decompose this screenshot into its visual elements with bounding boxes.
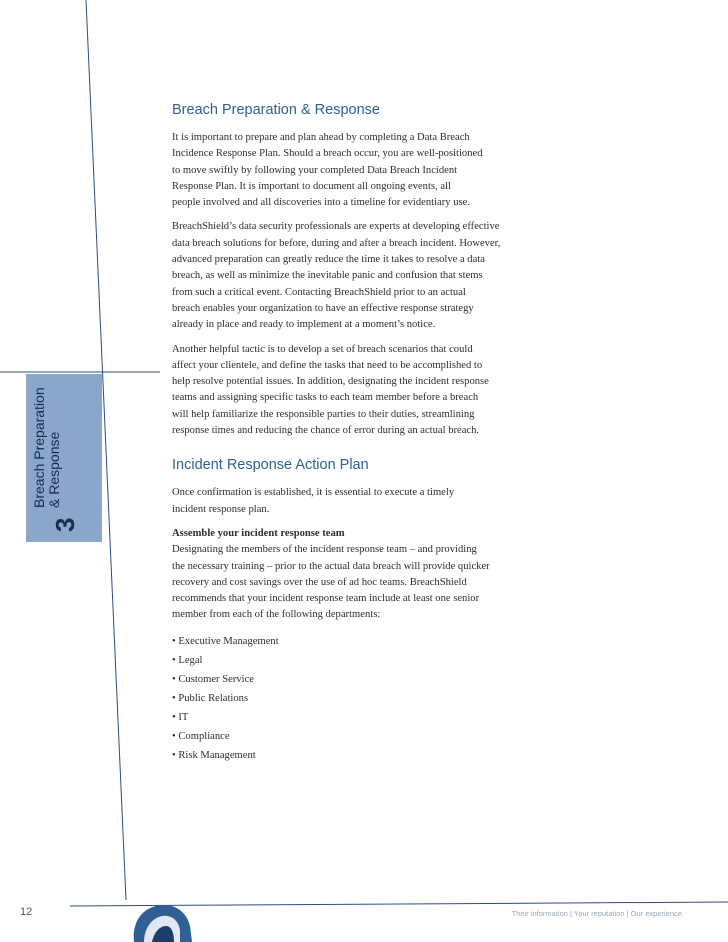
list-item: • Public Relations <box>172 692 249 704</box>
subheading-assemble-team: Assemble your incident response team <box>172 527 345 539</box>
text-line: affect your clientele, and define the tasks that need to be accomplished to <box>172 359 483 371</box>
text-line: to move swiftly by following your completed Data Breach Incident <box>172 164 458 176</box>
list-item: • Legal <box>172 654 203 666</box>
section-title <box>32 387 62 508</box>
paragraph-confirmation <box>172 485 522 518</box>
page-number: 12 <box>20 906 33 918</box>
footer-tagline: Their information | Your reputation | Our experience. <box>511 909 684 918</box>
section-title-line-1: Breach Preparation <box>31 387 47 508</box>
text-line: will help familiarize the responsible parties to their duties, streamlining <box>172 408 475 420</box>
text-line: from such a critical event. Contacting BreachShield prior to an actual <box>172 286 466 298</box>
text-line: teams and assigning specific tasks to each team member before a breach <box>172 392 479 404</box>
paragraph-assemble-team <box>172 526 522 624</box>
shield-logo-icon <box>122 884 196 942</box>
paragraph-prepare-plan <box>172 130 522 211</box>
side-tab-label <box>26 374 102 542</box>
paragraph-breachshield-experts <box>172 219 522 333</box>
list-item: • Customer Service <box>172 673 254 685</box>
text-line: Once confirmation is established, it is essential to execute a timely <box>172 487 455 499</box>
text-line: It is important to prepare and plan ahead by completing a Data Breach <box>172 132 470 143</box>
section-side-tab <box>26 374 102 542</box>
text-line: Designating the members of the incident response team – and providing <box>172 544 477 556</box>
text-line: people involved and all discoveries into a timeline for evidentiary use. <box>172 197 471 209</box>
text-line: Response Plan. It is important to document all ongoing events, all <box>172 180 451 192</box>
text-line: the necessary training – prior to the actual data breach will provide quicker <box>172 560 490 572</box>
section-title-line-2: & Response <box>46 431 62 508</box>
paragraph-breach-scenarios <box>172 342 522 440</box>
text-line: member from each of the following departments: <box>172 609 381 621</box>
text-line: data breach solutions for before, during and after a breach incident. However, <box>172 237 501 249</box>
text-line: advanced preparation can greatly reduce the time it takes to resolve a data <box>172 254 485 266</box>
list-item: • Compliance <box>172 730 230 742</box>
text-line: BreachShield’s data security professionals are experts at developing effective <box>172 221 500 233</box>
departments-list <box>172 632 522 765</box>
text-line: help resolve potential issues. In addition, designating the incident response <box>172 376 489 388</box>
heading-incident-response-plan: Incident Response Action Plan <box>172 457 369 474</box>
list-item: • Executive Management <box>172 635 279 647</box>
text-line: already in place and ready to implement at a moment’s notice. <box>172 319 436 331</box>
text-line: Incidence Response Plan. Should a breach occur, you are well-positioned <box>172 148 483 160</box>
text-line: incident response plan. <box>172 503 270 515</box>
text-line: recommends that your incident response team include at least one senior <box>172 593 480 605</box>
text-line: response times and reducing the chance of error during an actual breach. <box>172 425 480 437</box>
list-item: • IT <box>172 711 189 723</box>
main-content <box>172 100 522 765</box>
text-line: breach, as well as minimize the inevitable panic and confusion that stems <box>172 270 483 282</box>
heading-breach-preparation: Breach Preparation & Response <box>172 102 380 118</box>
text-line: Another helpful tactic is to develop a set of breach scenarios that could <box>172 343 473 355</box>
text-line: recovery and cost savings over the use of ad hoc teams. BreachShield <box>172 576 467 588</box>
text-line: breach enables your organization to have an effective response strategy <box>172 302 474 314</box>
list-item: • Risk Management <box>172 749 256 761</box>
section-number: 3 <box>50 517 80 532</box>
